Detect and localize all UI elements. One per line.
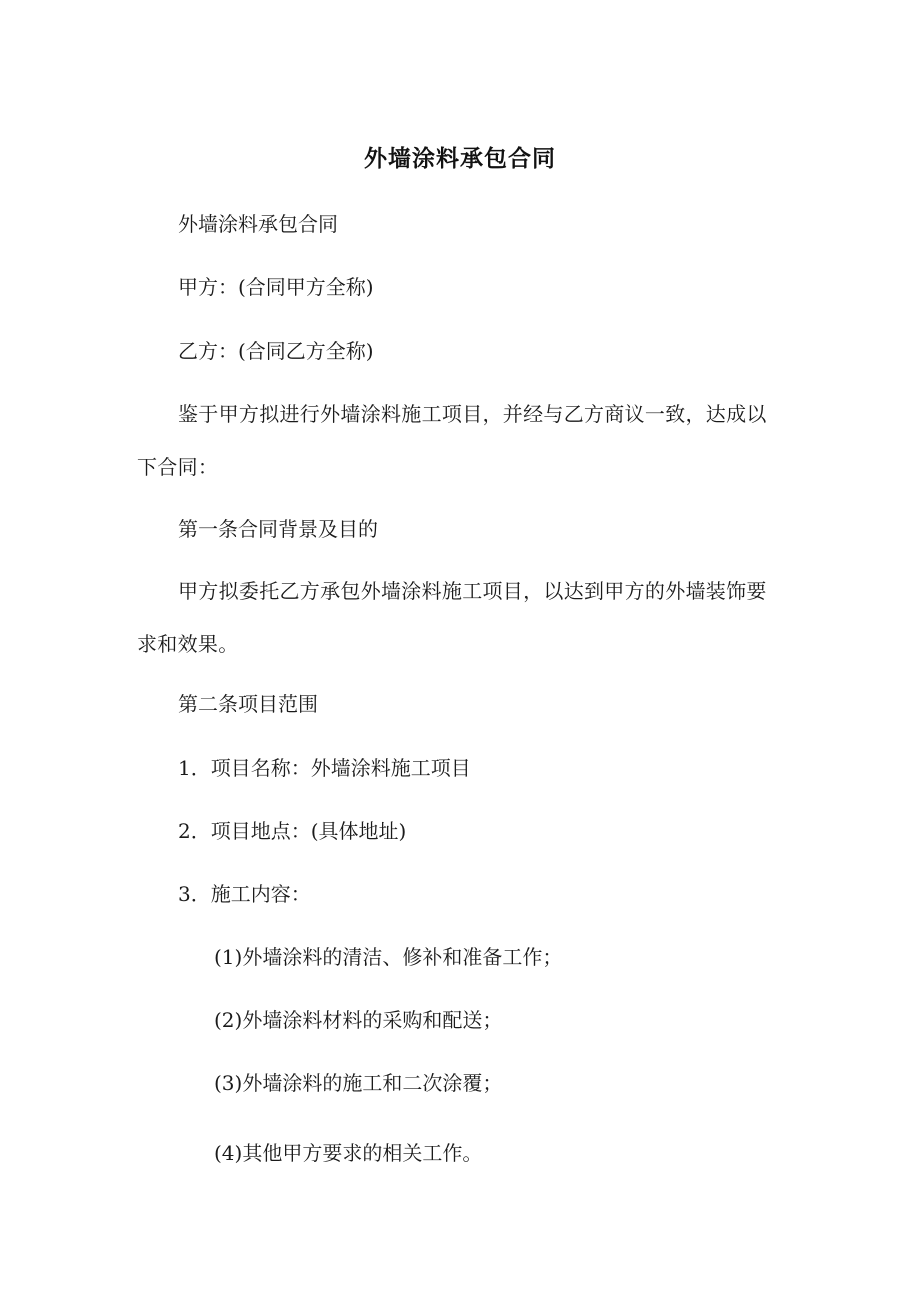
article1-heading: 第一条合同背景及目的 [178, 517, 378, 541]
sub-item-2: (2)外墙涂料材料的采购和配送； [214, 1008, 503, 1032]
document-subtitle: 外墙涂料承包合同 [178, 212, 338, 236]
sub-item-1: (1)外墙涂料的清洁、修补和准备工作； [214, 945, 563, 969]
article1-body: 甲方拟委托乙方承包外墙涂料施工项目，以达到甲方的外墙装饰要求和效果。 [137, 579, 767, 656]
sub-item-4: (4)其他甲方要求的相关工作。 [214, 1141, 483, 1165]
construction-content-item: 3．施工内容： [178, 882, 311, 906]
sub-item-3: (3)外墙涂料的施工和二次涂覆； [214, 1071, 503, 1095]
party-b-line: 乙方：(合同乙方全称) [178, 339, 374, 363]
document-title: 外墙涂料承包合同 [364, 146, 556, 172]
project-name-item: 1．项目名称：外墙涂料施工项目 [178, 756, 471, 780]
preamble-paragraph: 鉴于甲方拟进行外墙涂料施工项目，并经与乙方商议一致，达成以下合同： [137, 402, 767, 479]
article2-heading: 第二条项目范围 [178, 692, 318, 716]
project-location-item: 2．项目地点：(具体地址) [178, 819, 407, 843]
party-a-line: 甲方：(合同甲方全称) [178, 275, 374, 299]
